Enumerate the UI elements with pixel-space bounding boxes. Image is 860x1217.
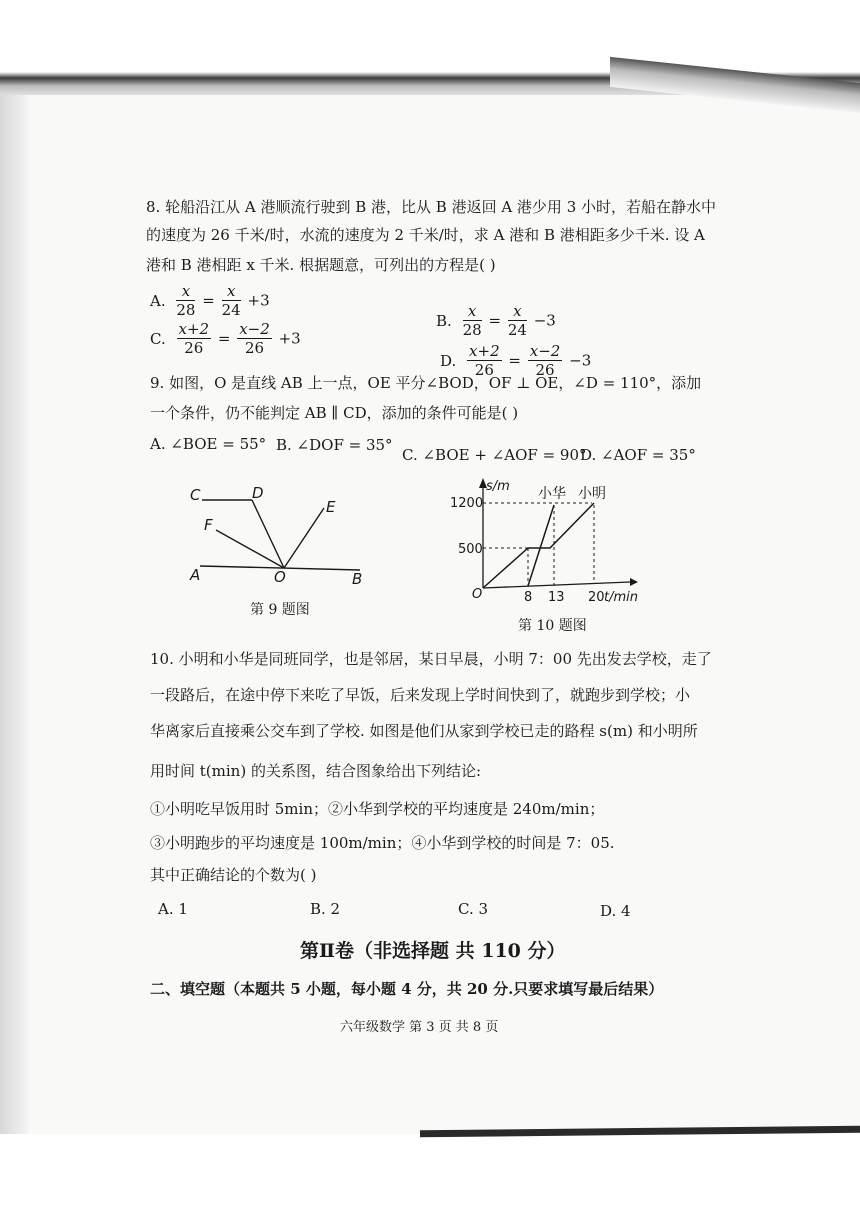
label-d: D	[252, 484, 264, 502]
figure-10-caption: 第 10 题图	[518, 618, 587, 634]
label-c: C	[190, 486, 201, 504]
q8-option-b[interactable]: B. $\frac{x}{28}$ = $\frac{x}{24}$ −3	[436, 302, 556, 339]
series-label-xiaohua: 小华	[538, 486, 566, 502]
q8-option-d[interactable]: D. $\frac{x+2}{26}$ = $\frac{x-2}{26}$ −3	[440, 342, 592, 379]
q8-option-c[interactable]: C. $\frac{x+2}{26}$ = $\frac{x-2}{26}$ +3	[150, 320, 301, 357]
q10-option-b[interactable]: B. 2	[310, 900, 341, 918]
q8-line-3: 港和 B 港相距 x 千米. 根据题意，可列出的方程是( )	[146, 256, 496, 274]
q10-line-7: 其中正确结论的个数为( )	[150, 866, 317, 884]
q10-line-3: 华离家后直接乘公交车到了学校. 如图是他们从家到学校已走的路程 s(m) 和小明所	[150, 722, 698, 740]
series-xiaohua	[528, 505, 554, 586]
q10-line-5: ①小明吃早饭用时 5min；②小华到学校的平均速度是 240m/min；	[150, 800, 605, 818]
label-o: O	[274, 568, 286, 586]
q9-option-b[interactable]: B. ∠DOF = 35°	[276, 436, 393, 454]
fraction: $\frac{x}{28}$	[462, 302, 482, 339]
ray-of	[216, 530, 284, 568]
figure-9-diagram	[180, 478, 390, 628]
section-2-title: 第Ⅱ卷（非选择题 共 110 分）	[300, 940, 566, 962]
x-axis	[483, 582, 630, 588]
q9-option-c[interactable]: C. ∠BOE + ∠AOF = 90°	[402, 446, 587, 464]
q10-line-4: 用时间 t(min) 的关系图，结合图象给出下列结论:	[150, 762, 482, 780]
q8-option-a[interactable]: A. $\frac{x}{28}$ = $\frac{x}{24}$ +3	[150, 282, 270, 319]
fraction: $\frac{x-2}{26}$	[529, 342, 561, 379]
fraction: $\frac{x}{24}$	[221, 282, 241, 319]
scan-left-edge	[0, 95, 30, 1135]
label-e: E	[326, 498, 336, 516]
x-tick-8: 8	[524, 590, 533, 605]
q8-line-1: 8. 轮船沿江从 A 港顺流行驶到 B 港，比从 B 港返回 A 港少用 3 小时，若船在静水中	[146, 198, 717, 216]
scan-bottom-edge	[0, 1134, 860, 1217]
q10-line-6: ③小明跑步的平均速度是 100m/min；④小华到学校的时间是 7：05.	[150, 834, 615, 852]
x-tick-20: 20	[588, 590, 605, 605]
y-tick-500: 500	[458, 542, 483, 557]
q10-option-c[interactable]: C. 3	[458, 900, 489, 918]
option-label: D.	[440, 351, 457, 370]
q9-option-a[interactable]: A. ∠BOE = 55°	[150, 435, 267, 453]
x-axis-arrow	[630, 578, 638, 586]
y-axis-label: s/m	[486, 479, 510, 494]
fraction: $\frac{x}{28}$	[176, 282, 196, 319]
fraction: $\frac{x}{24}$	[507, 302, 527, 339]
q8-line-2: 的速度为 26 千米/时，水流的速度为 2 千米/时，求 A 港和 B 港相距多少千米. 设 A	[146, 226, 705, 244]
figure-9-caption: 第 9 题图	[250, 602, 310, 618]
origin-label: O	[472, 587, 483, 602]
fraction: $\frac{x-2}{26}$	[239, 320, 270, 357]
option-label: C.	[150, 329, 166, 348]
q10-option-d[interactable]: D. 4	[600, 902, 631, 920]
q10-option-a[interactable]: A. 1	[158, 900, 188, 918]
x-tick-13: 13	[548, 590, 565, 605]
fraction: $\frac{x+2}{26}$	[178, 320, 210, 357]
series-label-xiaoming: 小明	[578, 486, 606, 502]
q10-line-2: 一段路后，在途中停下来吃了早饭，后来发现上学时间快到了，就跑步到学校；小	[150, 686, 691, 704]
x-axis-label: t/min	[604, 590, 638, 605]
page-footer: 六年级数学 第 3 页 共 8 页	[340, 1020, 499, 1035]
fraction: $\frac{x+2}{26}$	[469, 342, 500, 379]
label-f: F	[204, 516, 213, 534]
q10-line-1: 10. 小明和小华是同班同学，也是邻居，某日早晨，小明 7：00 先出发去学校，走了	[150, 650, 712, 668]
figure-10-graph	[440, 470, 655, 640]
label-b: B	[352, 570, 363, 588]
option-label: A.	[150, 291, 166, 310]
series-xiaoming	[483, 503, 594, 588]
label-a: A	[190, 566, 201, 584]
y-tick-1200: 1200	[450, 496, 484, 511]
section-2-subtitle: 二、填空题（本题共 5 小题，每小题 4 分，共 20 分.只要求填写最后结果）	[150, 980, 664, 998]
q9-option-d[interactable]: D. ∠AOF = 35°	[580, 446, 696, 464]
q9-line-2: 一个条件，仍不能判定 AB ∥ CD，添加的条件可能是( )	[150, 404, 519, 422]
option-label: B.	[436, 311, 452, 330]
q9-line-1: 9. 如图，O 是直线 AB 上一点，OE 平分∠BOD，OF ⊥ OE，∠D = 110°，添加	[150, 374, 702, 392]
ray-oe	[284, 508, 324, 568]
segment-do	[252, 500, 284, 568]
